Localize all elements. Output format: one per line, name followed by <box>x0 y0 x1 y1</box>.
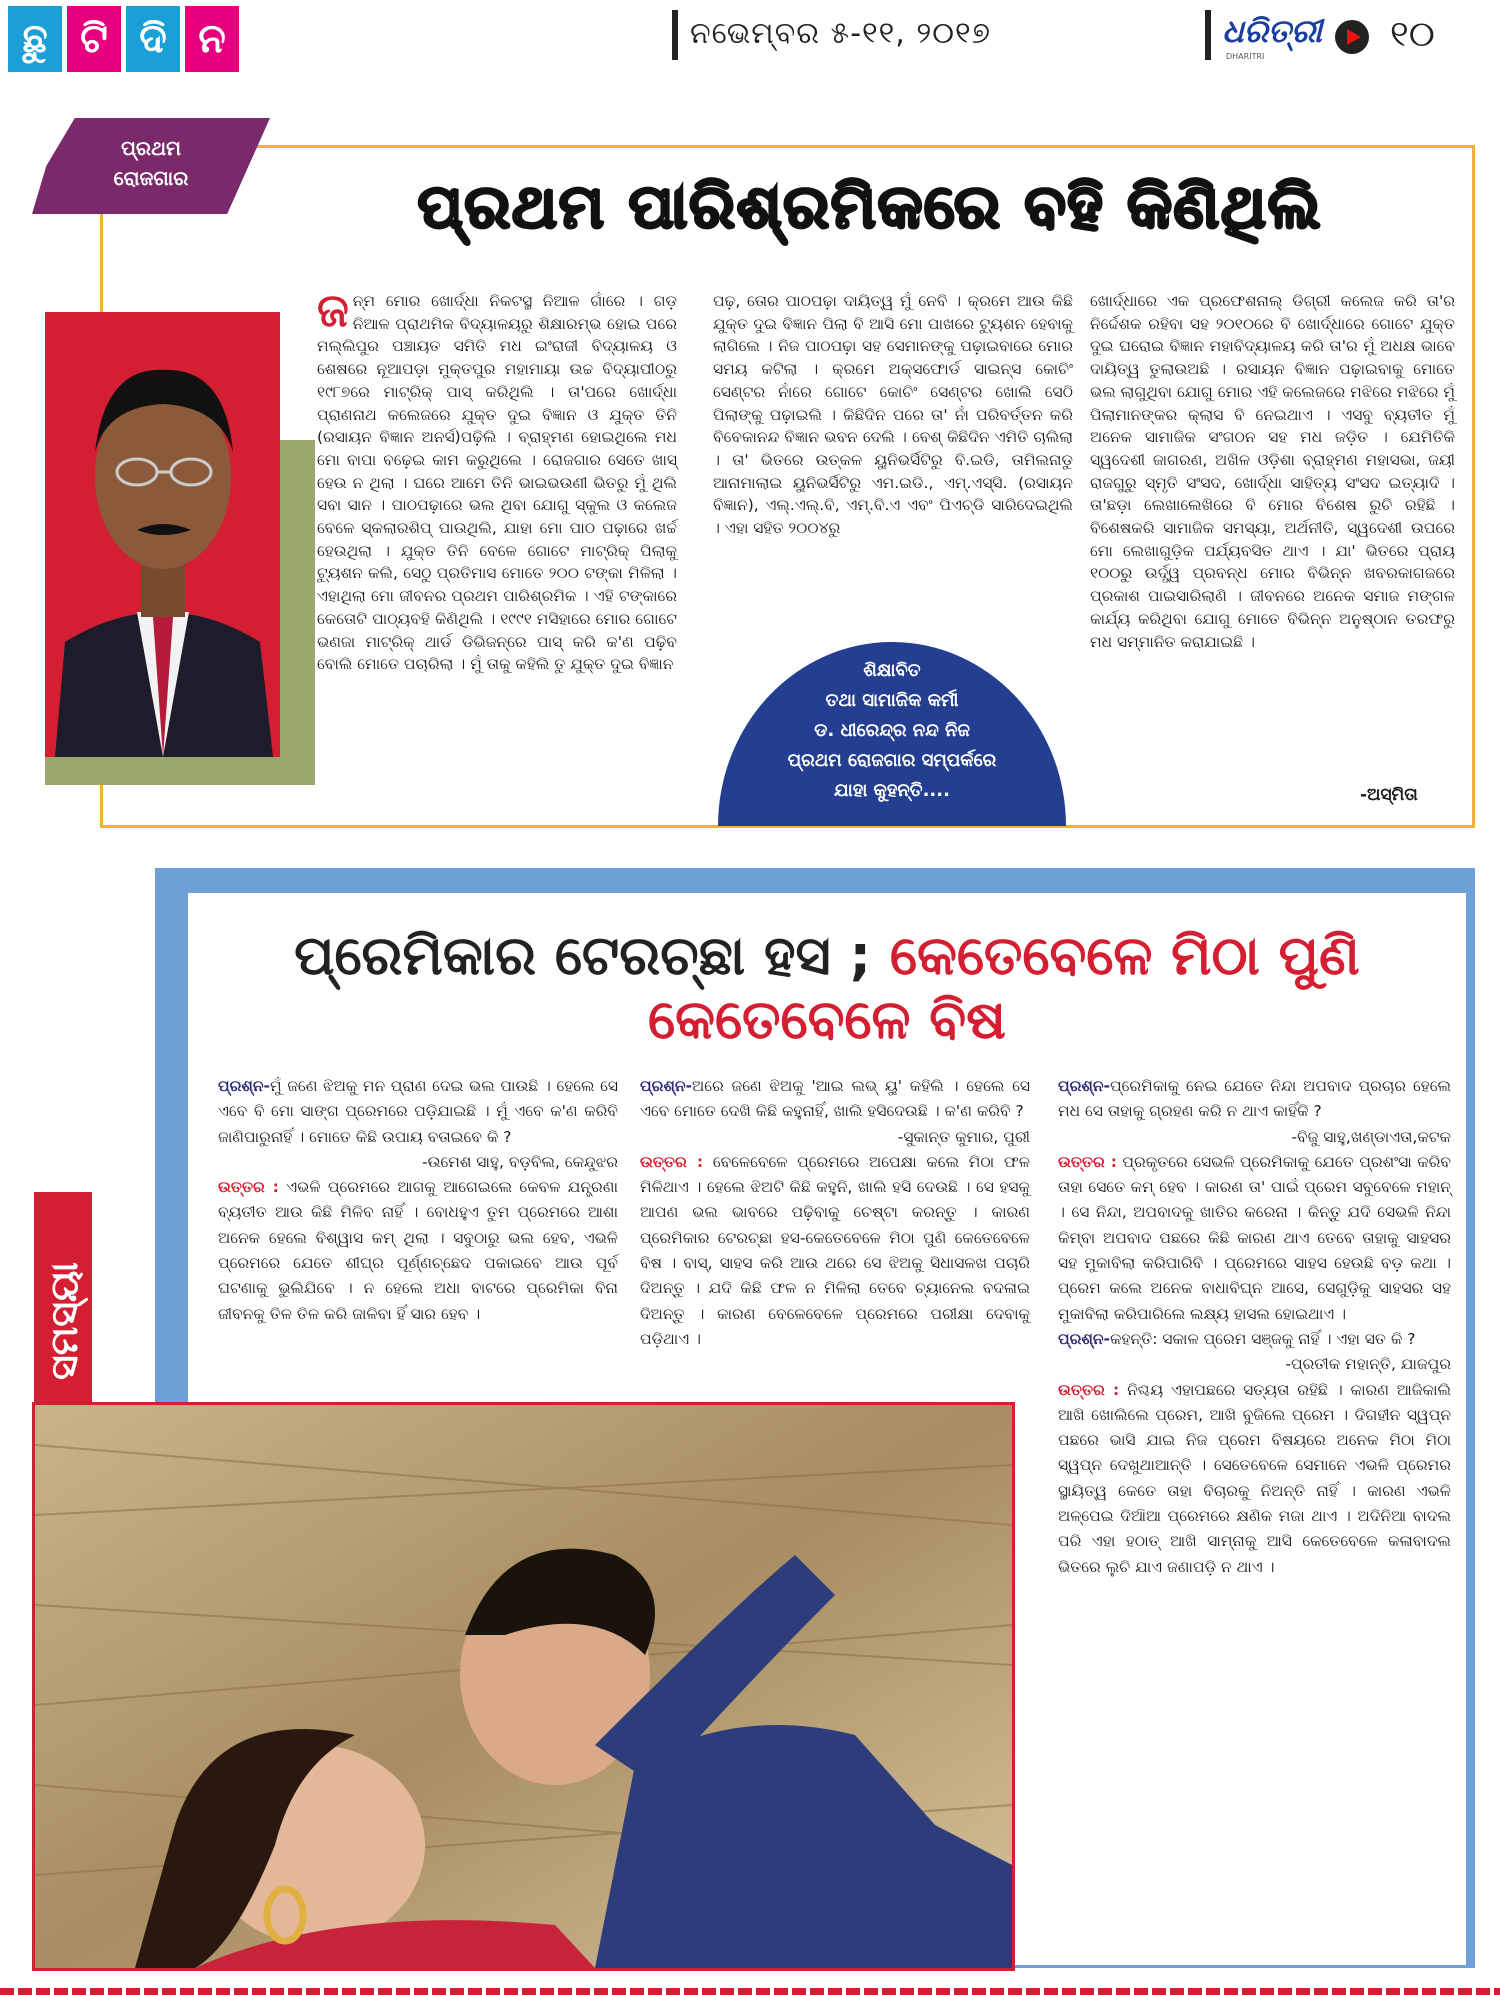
badge-line: ଶିକ୍ଷାବିତ <box>863 660 921 681</box>
question <box>1058 1327 1451 1352</box>
header-divider <box>672 10 678 60</box>
badge-line: ଯାହା କୁହନ୍ତି.... <box>834 780 950 801</box>
section-logo-letter: ଟି <box>67 6 121 72</box>
article-headline: ପ୍ରଥମ ପାରିଶ୍ରମିକରେ ବହି କିଣିଥିଲି <box>417 172 1323 242</box>
question-label: ପ୍ରଶ୍ନ- <box>640 1077 692 1095</box>
question-label: ପ୍ରଶ୍ନ- <box>218 1077 270 1095</box>
article-column <box>317 283 677 676</box>
answer-label: ଉତ୍ତର : <box>218 1178 279 1197</box>
headline-part1: ପ୍ରେମିକାର ଟେରଚ୍ଛା ହସ ; <box>294 924 872 987</box>
answer-label: ଉତ୍ତର : <box>640 1152 704 1171</box>
answer-text: ଏଭଳି ପ୍ରେମରେ ଆଗକୁ ଆଗେଇଲେ କେବଳ ଯନ୍ତ୍ରଣା ବ୍ୟତୀତ ଆଉ କିଛି ମିଳିବ ନାହିଁ । ବୋଧହୁଏ ତୁମ ପ୍ରେମରେ ଆଶା ଅନେକ ହେଲେ ବିଶ୍ୱାସ କମ୍ ଥିଲା । ସବୁଠାରୁ ଭଲ ହେବ, ଏଭଳି ପ୍ରେମରେ ଯେତେ ଶୀଘ୍ର ପୂର୍ଣ୍ଣଚ୍ଛେଦ ପକାଇବେ ଆଉ ପୂର୍ବ ଘଟଣାକୁ ଭୁଲିଯିବେ । ନ ହେଲେ ଅଧା ବାଟରେ ପ୍ରେମିକା ବିନା ଜୀବନକୁ ତିଳ ତିଳ କରି ଜାଳିବା ହିଁ ସାର ହେବ । <box>218 1178 619 1323</box>
question-text: କହନ୍ତି: ସକାଳ ପ୍ରେମ ସଞ୍ଜକୁ ନାହିଁ । ଏହା ସତ କି ? <box>1110 1329 1416 1348</box>
reader-signature: -ବିଜୁ ସାହୁ,ଖଣ୍ଡାଏତା,କଟକ <box>1291 1127 1451 1146</box>
question-label: ପ୍ରଶ୍ନ- <box>1058 1329 1110 1348</box>
couple-photo-illustration <box>35 1405 1012 1968</box>
side-label-text: ସମସ୍ୟା <box>42 1262 86 1380</box>
answer-label: ଉତ୍ତର : <box>1058 1152 1117 1171</box>
article-category-tag <box>32 118 270 214</box>
column-text: ନ୍ମ ମୋର ଖୋର୍ଦ୍ଧା ନିକଟସ୍ଥ ନିଆଳ ଗାଁରେ । ଗଡ଼ ନିଆଳ ପ୍ରାଥମିକ ବିଦ୍ୟାଳୟରୁ ଶିକ୍ଷାରମ୍ଭ ହୋଇ ପରେ ମଲ୍ଲିପୁର ପଞ୍ଚାୟତ ସମିତି ମଧ ଇଂରାଜୀ ବିଦ୍ୟାଳୟ ଓ ଶେଷରେ ନୂଆପଡ଼ା ମୁକ୍ତପୁର ମହାମାୟା ଉଚ୍ଚ ବିଦ୍ୟାପୀଠରୁ ୧୯୮୭ରେ ମାଟ୍ରିକ୍ ପାସ୍ କରିଥିଲି । ତା'ପରେ ଖୋର୍ଦ୍ଧା ପ୍ରାଣନାଥ କଲେଜରେ ଯୁକ୍ତ ଦୁଇ ବିଜ୍ଞାନ ଓ ଯୁକ୍ତ ତିନି (ରସାୟନ ବିଜ୍ଞାନ ଅନର୍ସ)ପଢ଼ିଲି । ବ୍ରାହ୍ମଣ ହୋଇଥିଲେ ମଧ ମୋ ବାପା ବଢ଼େଇ କାମ କରୁଥିଲେ । ରୋଜଗାର ସେତେ ଖାସ୍ ହେଉ ନ ଥିଲା । ଘରେ ଆମେ ତିନି ଭାଇଭଉଣୀ ଭିତରୁ ମୁଁ ଥିଲି ସବା ସାନ । ପାଠପଢ଼ାରେ ଭଲ ଥିବା ଯୋଗୁ ସ୍କୁଲ ଓ କଲେଜ ବେଳେ ସ୍କଲାରଶିପ୍ ପାଉଥିଲି, ଯାହା ମୋ ପାଠ ପଢ଼ାରେ ଖର୍ଚ୍ଚ ହେଉଥିଲା । ଯୁକ୍ତ ତିନି ବେଳେ ଗୋଟେ ମାଟ୍ରିକ୍ ପିଲାକୁ ଟ୍ୟୁଶନ କଲି, ସେଠୁ ପ୍ରତିମାସ ମୋତେ ୨୦୦ ଟଙ୍କା ମିଳିଲା । ଏହାଥିଲା ମୋ ଜୀବନର ପ୍ରଥମ ପାରିଶ୍ରମିକ । ଏହି ଟଙ୍କାରେ କେତୋଟି ପାଠ୍ୟବହି କିଣିଥିଲି । ୧୯୯୧ ମସିହାରେ ମୋର ଗୋଟେ ଭଣଜା ମାଟ୍ରିକ୍ ଥାର୍ଡ ଡିଭିଜନ୍‌ରେ ପାସ୍ କରି କ'ଣ ପଢ଼ିବ ବୋଲି ମୋତେ ପଚାରିଲା । ମୁଁ ତାକୁ କହିଲି ତୁ ଯୁକ୍ତ ଦୁଇ ବିଜ୍ଞାନ <box>317 292 677 674</box>
question-text: ପ୍ରେମିକାକୁ ନେଇ ଯେତେ ନିନ୍ଦା ଅପବାଦ ପ୍ରଚାର ହେଲେ ମଧ ସେ ତାହାକୁ ଗ୍ରହଣ କରି ନ ଥାଏ କାହିଁକି ? <box>1058 1077 1451 1121</box>
answer <box>1058 1378 1451 1580</box>
badge-line: ତଥା ସାମାଜିକ କର୍ମୀ <box>825 690 959 711</box>
bottom-decorative-rule <box>0 1988 1500 1995</box>
headline-part2: କେତେବେଳେ ମିଠା ପୁଣି କେତେବେଳେ ବିଷ <box>648 924 1360 1051</box>
pull-quote-badge <box>718 642 1066 826</box>
page-number: ୧୦ <box>1390 14 1435 55</box>
category-tag-line2: ରୋଜଗାର <box>113 166 189 190</box>
answer <box>218 1175 618 1327</box>
author-portrait <box>45 312 280 757</box>
section-logo-letter: ଛୁ <box>8 6 62 72</box>
qa-column <box>1058 1074 1451 1580</box>
issue-date: ନଭେମ୍ବର ୫-୧୧, ୨୦୧୭ <box>690 16 992 51</box>
section-logo <box>8 6 239 72</box>
reader-signature: -ପ୍ରତୀକ ମହାନ୍ତି, ଯାଜପୁର <box>1285 1355 1451 1374</box>
answer <box>1058 1150 1451 1327</box>
article-headline <box>188 924 1466 1052</box>
page-header <box>0 0 1500 80</box>
publication-logo-subtext: DHARITRI <box>1226 52 1265 61</box>
question <box>1058 1074 1451 1125</box>
publication-logo: ଧରିତ୍ରୀ <box>1222 12 1322 50</box>
question <box>218 1074 618 1150</box>
question-text: ମୁଁ ଜଣେ ଝିଅକୁ ମନ ପ୍ରାଣ ଦେଇ ଭଲ ପାଉଛି । ହେଲେ ସେ ଏବେ ବି ମୋ ସାଙ୍ଗ ପ୍ରେମରେ ପଡ଼ିଯାଇଛି । ମୁଁ ଏବେ କ'ଣ କରିବି ଜାଣିପାରୁନାହିଁ । ମୋତେ କିଛି ଉପାୟ ବତାଇବେ କି ? <box>218 1077 618 1146</box>
answer-text: ନିଶ୍ଚୟ ଏହାପଛରେ ସତ୍ୟତା ରହିଛି । କାରଣ ଆଜିକାଲି ଆଖି ଖୋଲିଲେ ପ୍ରେମ, ଆଖି ବୁଜିଲେ ପ୍ରେମ । ଦିଗହୀନ ସ୍ୱପ୍ନ ପଛରେ ଭାସି ଯାଇ ନିଜ ପ୍ରେମ ବିଷୟରେ ଅନେକ ମିଠା ମିଠା ସ୍ୱପ୍ନ ଦେଖୁଥାଆନ୍ତି । ସେତେବେଳେ ସେମାନେ ଏଭଳି ପ୍ରେମର ସ୍ଥାୟିତ୍ୱ କେତେ ତାହା ବିଚାରକୁ ନିଅନ୍ତି ନାହିଁ । କାରଣ ଏଭଳି ଅଳ୍ପେଇ ଦିଆିଆ ପ୍ରେମରେ କ୍ଷଣିକ ମଜା ଥାଏ । ଅଦିନିଆ ବାଦଲ ପରି ଏହା ହଠାତ୍ ଆଖି ସାମ୍ନାକୁ ଆସି କେତେବେଳେ କଳାବାଦଲ ଭିତରେ ଲୁଚି ଯାଏ ଜଣାପଡ଼ି ନ ଥାଏ । <box>1058 1380 1451 1576</box>
category-tag-line1: ପ୍ରଥମ <box>120 136 182 160</box>
article-column: ପଢ଼, ତୋର ପାଠପଢ଼ା ଦାୟିତ୍ୱ ମୁଁ ନେବି । କ୍ରମେ ଆଉ କିଛି ଯୁକ୍ତ ଦୁଇ ବିଜ୍ଞାନ ପିଲା ବି ଆସି ମୋ ପାଖରେ ଟ୍ୟୁଶନ ହେବାକୁ ଲାଗିଲେ । ନିଜ ପାଠପଢ଼ା ସହ ସେମାନଙ୍କୁ ପଢ଼ାଇବାରେ ମୋର ସମୟ କଟିଲା । କ୍ରମେ ଅକ୍ସଫୋର୍ଡ ସାଇନ୍ସ କୋଚିଂ ସେଣ୍ଟର ନାଁରେ ଗୋଟେ କୋଚିଂ ସେଣ୍ଟର ଖୋଲି ସେଠି ପିଲାଙ୍କୁ ପଢ଼ାଇଲି । କିଛିଦିନ ପରେ ତା' ନାଁ ପରିବର୍ତ୍ତନ କରି ବିବେକାନନ୍ଦ ବିଜ୍ଞାନ ଭବନ ଦେଲି । ବେଶ୍ କିଛିଦିନ ଏମିତି ଚାଲିଲା । ତା' ଭିତରେ ଉତ୍କଳ ୟୁନିଭର୍ସିଟିରୁ ବି.ଇଡି, ତାମିଲନାଡୁ ଆନାମାଲାଇ ୟୁନିଭର୍ସିଟିରୁ ଏମ.ଇଡି., ଏମ୍.ଏସ୍‌ସି. (ରସାୟନ ବିଜ୍ଞାନ), ଏଲ୍.ଏଲ୍.ବି, ଏମ୍.ବି.ଏ ଏବଂ ପିଏଚ୍‌ଡି ସାରିଦେଇଥିଲି । ଏହା ସହିତ ୨୦୦୪ରୁ <box>713 292 1073 538</box>
drop-cap: ଜ <box>317 283 349 337</box>
answer-label: ଉତ୍ତର : <box>1058 1380 1120 1399</box>
qa-column <box>640 1074 1030 1352</box>
qa-column <box>218 1074 618 1327</box>
reader-signature: -ସୁକାନ୍ତ କୁମାର, ପୁରୀ <box>897 1127 1030 1146</box>
question <box>640 1074 1030 1125</box>
section-logo-letter: ନ <box>185 6 239 72</box>
answer <box>640 1150 1030 1352</box>
question-label: ପ୍ରଶ୍ନ- <box>1058 1077 1110 1095</box>
answer-text: ବେଳେବେଳେ ପ୍ରେମରେ ଅପେକ୍ଷା କଲେ ମିଠା ଫଳ ମିଳିଥାଏ । ହେଲେ ଝିଅଟି କିଛି କହୁନି, ଖାଲି ହସି ଦେଉଛି । ସେ ହସକୁ ଆପଣ ଭଲ ଭାବରେ ପଢ଼ିବାକୁ ଚେଷ୍ଟା କରନ୍ତୁ । କାରଣ ପ୍ରେମିକାର ଟେରଚ୍ଛା ହସ-କେତେବେଳେ ମିଠା ପୁଣି କେତେବେଳେ ବିଷ । ବାସ୍, ସାହସ କରି ଆଉ ଥରେ ସେ ଝିଅକୁ ସିଧାସଳଖ ପଚାରି ଦିଅନ୍ତୁ । ଯଦି କିଛି ଫଳ ନ ମିଳିଲା ତେବେ ଚ୍ୟାନେଲ ବଦଳାଇ ଦିଅନ୍ତୁ । କାରଣ ବେଳେବେଳେ ପ୍ରେମରେ ପରୀକ୍ଷା ଦେବାକୁ ପଡ଼ିଥାଏ । <box>640 1152 1030 1348</box>
badge-line: ଡ. ଧୀରେନ୍ଦ୍ର ନନ୍ଦ ନିଜ <box>814 720 970 741</box>
question-text: ଅରେ ଜଣେ ଝିଅକୁ 'ଆଇ ଲଭ୍ ୟୁ' କହିଲି । ହେଲେ ସେ ଏବେ ମୋତେ ଦେଖି କିଛି କହୁନାହିଁ, ଖାଲି ହସିଦେଉଛି । କ'ଣ କରିବି ? <box>640 1077 1030 1121</box>
couple-photo <box>32 1402 1015 1971</box>
answer-text: ପ୍ରକୃତରେ ସେଭଳି ପ୍ରେମିକାକୁ ଯେତେ ପ୍ରଶଂସା କରିବ ତାହା ସେତେ କମ୍ ହେବ । କାରଣ ତା' ପାଇଁ ପ୍ରେମ ସବୁବେଳେ ମହାନ୍ । ସେ ନିନ୍ଦା, ଅପବାଦକୁ ଖାତିର କରେନା । କିନ୍ତୁ ଯଦି ସେଭଳି ନିନ୍ଦା କିମ୍ବା ଅପବାଦ ପଛରେ କିଛି କାରଣ ଥାଏ ତେବେ ତାହାକୁ ସାହସର ସହ ମୁକାବିଲା କରିପାରିବି । ପ୍ରେମରେ ସାହସ ହେଉଛି ବଡ଼ କଥା । ପ୍ରେମ କଲେ ଅନେକ ବାଧାବିଘ୍ନ ଆସେ, ସେଗୁଡ଼ିକୁ ସାହସର ସହ ମୁକାବିଲା କରିପାରିଲେ ଲକ୍ଷ୍ୟ ହାସଲ ହୋଇଥାଏ । <box>1058 1152 1451 1323</box>
header-divider <box>1205 10 1211 60</box>
section-logo-letter: ଦି <box>126 6 180 72</box>
play-icon <box>1335 20 1369 54</box>
reader-signature: -ଉମେଶ ସାହୁ, ବଡ଼ବିଲ, କେନ୍ଦୁଝର <box>421 1152 618 1171</box>
badge-line: ପ୍ରଥମ ରୋଜଗାର ସମ୍ପର୍କରେ <box>787 750 997 771</box>
portrait-illustration <box>45 312 280 757</box>
article-author: -ଅସ୍ମିତା <box>1360 785 1418 805</box>
article-column: ଖୋର୍ଦ୍ଧାରେ ଏକ ପ୍ରଫେଶନାଲ୍ ଡିଗ୍ରୀ କଲେଜ କରି ତା'ର ନିର୍ଦ୍ଦେଶକ ରହିବା ସହ ୨୦୧୦ରେ ବି ଖୋର୍ଦ୍ଧାରେ ଗୋଟେ ଯୁକ୍ତ ଦୁଇ ଘରୋଇ ବିଜ୍ଞାନ ମହାବିଦ୍ୟାଳୟ କରି ତା'ର ମୁଁ ଅଧକ୍ଷ ଭାବେ ଦାୟିତ୍ୱ ତୁଲାଉଅଛି । ରସାୟନ ବିଜ୍ଞାନ ପଢ଼ାଇବାକୁ ମୋତେ ଭଲ ଲାଗୁଥିବା ଯୋଗୁ ମୋର ଏହି କଲେଜରେ ମଝିରେ ମଝିରେ ମୁଁ ପିଲାମାନଙ୍କର କ୍ଲାସ ବି ନେଇଥାଏ । ଏସବୁ ବ୍ୟତୀତ ମୁଁ ଅନେକ ସାମାଜିକ ସଂଗଠନ ସହ ମଧ ଜଡ଼ିତ । ଯେମିତିକି ସ୍ୱଦେଶୀ ଜାଗରଣ, ଅଖିଳ ଓଡ଼ିଶା ବ୍ରାହ୍ମଣ ମହାସଭା, ଜୟୀ ରାଜଗୁରୁ ସ୍ମୃତି ସଂସଦ, ଖୋର୍ଦ୍ଧା ସାହିତ୍ୟ ସଂସଦ ଇତ୍ୟାଦି । ତା'ଛଡ଼ା ଲେଖାଲେଖିରେ ବି ମୋର ବିଶେଷ ରୁଚି ରହିଛି । ବିଶେଷକରି ସାମାଜିକ ସମସ୍ୟା, ଅର୍ଥନୀତି, ସ୍ୱଦେଶୀ ଉପରେ ମୋ ଲେଖାଗୁଡ଼ିକ ପର୍ଯ୍ୟବସିତ ଥାଏ । ଯା' ଭିତରେ ପ୍ରାୟ ୧୦୦ରୁ ଉର୍ଦ୍ଧ୍ୱ ପ୍ରବନ୍ଧ ମୋର ବିଭିନ୍ନ ଖବରକାଗଜରେ ପ୍ରକାଶ ପାଇସାରିଲାଣି । ଜୀବନରେ ଅନେକ ସମାଜ ମଙ୍ଗଳ କାର୍ଯ୍ୟ କରିଥିବା ଯୋଗୁ ମୋତେ ବିଭିନ୍ନ ଅନୁଷ୍ଠାନ ତରଫରୁ ମଧ ସମ୍ମାନିତ କରାଯାଇଛି । <box>1090 292 1455 651</box>
